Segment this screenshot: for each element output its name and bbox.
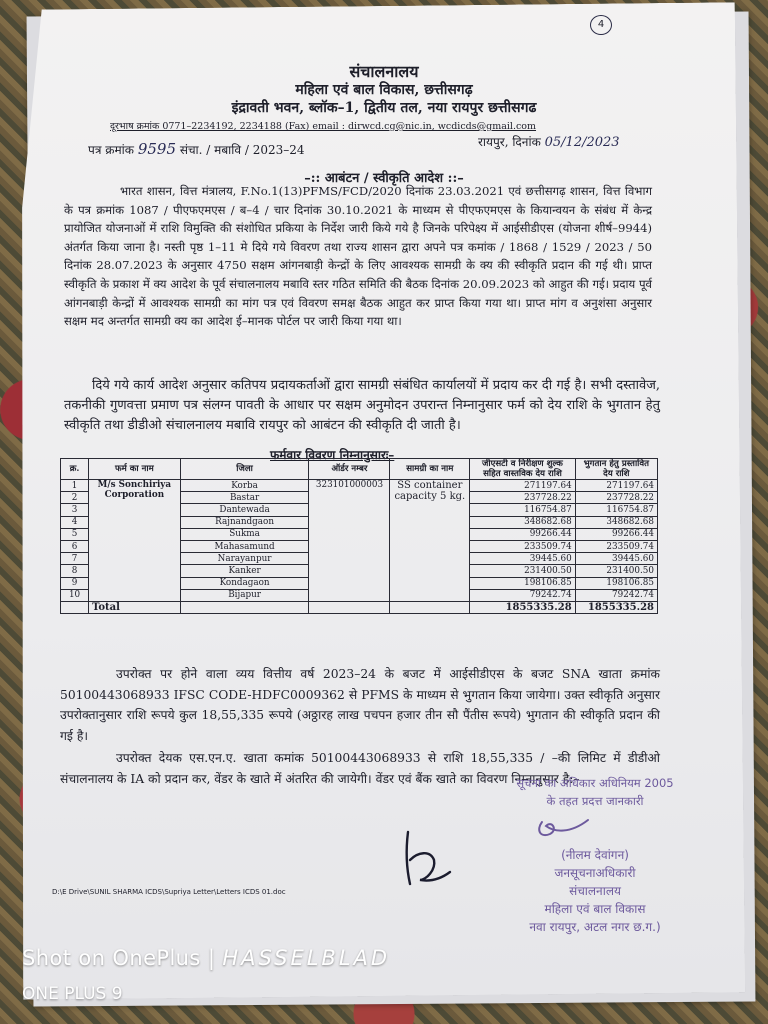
cell-empty <box>309 601 390 613</box>
cell-sno: 8 <box>61 565 89 577</box>
cell-sno: 7 <box>61 553 89 565</box>
cell-gst: 198106.85 <box>470 577 575 589</box>
body-paragraph-1: भारत शासन, वित्त मंत्रालय, F.No.1(13)PFMS/FCD/2020 दिनांक 23.03.2021 एवं छत्तीसगढ़ शासन, वित्त विभाग के पत्र क्रमांक 1087 / पीएफएमएस / ब–4 / चार दिनांक 30.10.2021 के माध्यम से पीएफएमएस के कियान्वयन के संबंध में केन्द्र प्रायोजित योजनाओं में राशि विमुक्ति की संशोधित प्रकिया के निर्देश जारी किये गये है जिनके परिपेक्ष्य में आईसीडीएस (योजना शीर्ष–9944) अंतर्गत किया जाना है। नस्ती पृष्ठ 1–11 मे दिये गये विवरण तथा राज्य शासन द्वारा अपने पत्र कमांक / 1868 / 1529 / 2023 / 50 दिनांक 28.07.2023 के अनुसार 4750 सक्षम आंगनबाड़ी केन्द्रों के लिए आवश्यक सामग्री के क्य की स्वीकृति प्रदान की गई थी। प्राप्त स्वीकृति के प्रकाश में क्य आदेश के पूर्व संचालनालय मबावि स्तर गठित समिति की बैठक दिनांक 20.09.2023 को आहुत की गई। प्रदाय पूर्व आंगनबाड़ी केन्द्रों में आवश्यक सामग्री का मांग पत्र एवं विवरण समक्ष बैठक आहुत कर प्राप्त किया गया था। प्राप्त मांग व अनुशंसा अनुसार सक्षम मद अन्तर्गत सामग्री क्य का आदेश ई–मानक पोर्टल पर जारी किया गया था। <box>64 184 652 329</box>
cell-payment: 231400.50 <box>575 565 657 577</box>
officer-department: महिला एवं बाल विकास <box>544 902 646 916</box>
cell-sno: 9 <box>61 577 89 589</box>
cell-payment: 79242.74 <box>575 589 657 601</box>
camera-watermark <box>22 946 390 970</box>
cell-gst: 39445.60 <box>470 553 575 565</box>
watermark-separator: | <box>207 946 216 970</box>
cell-payment: 116754.87 <box>575 504 657 516</box>
table-row <box>61 480 658 492</box>
transfer-paragraph: उपरोक्त देयक एस.एन.ए. खाता कमांक 50100443068933 से राशि 18,55,335 / –की लिमिट में डीडीओ संचालनालय के IA को प्रदान कर, वेंडर के खाते में अंतरित की जायेगी। वेंडर एवं बैंक खाते का विवरण निम्नानुसार है:– <box>60 751 660 786</box>
cell-district: Dantewada <box>180 504 309 516</box>
page-number-circle: 4 <box>590 15 612 35</box>
officer-name: (नीलम देवांगन) <box>561 848 629 862</box>
cell-district: Narayanpur <box>180 553 309 565</box>
col-gst-amount: जीएसटी व निरीक्षण शुल्क सहित वास्तविक देय राशि <box>470 459 575 480</box>
cell-gst: 348682.68 <box>470 516 575 528</box>
cell-gst: 271197.64 <box>470 480 575 492</box>
budget-paragraph: उपरोक्त पर होने वाला व्यय वित्तीय वर्ष 2023–24 के बजट में आईसीडीएस के बजट SNA खाता क्रमांक 50100443068933 IFSC CODE-HDFC0009362 से PFMS के माध्यम से भुगतान किया जायेगा। उक्त स्वीकृति अनुसार उपरोक्तानुसार राशि रूपये कुल 18,55,335 रूपये (अठ्ठारह लाख पचपन हजार तीन सौ पैंतीस रूपये) भुगतान की स्वीकृति प्रदान की गई है। <box>60 667 660 743</box>
cell-gst: 233509.74 <box>470 540 575 552</box>
cell-district: Kanker <box>180 565 309 577</box>
rti-stamp-line1: सूचना का अधिकार अधिनियम 2005 <box>516 776 674 790</box>
letter-date: 05/12/2023 <box>544 135 620 150</box>
cell-total-payment: 1855335.28 <box>575 601 657 613</box>
cell-gst: 237728.22 <box>470 492 575 504</box>
cell-order-no: 323101000003 <box>309 480 390 602</box>
cell-payment: 237728.22 <box>575 492 657 504</box>
cell-sno: 2 <box>61 492 89 504</box>
cell-empty <box>390 601 470 613</box>
subject-heading: –:: आबंटन / स्वीकृति आदेश ::– <box>304 171 464 186</box>
cell-total-gst: 1855335.28 <box>470 601 575 613</box>
cell-empty <box>61 601 89 613</box>
cell-district: Kondagaon <box>180 577 309 589</box>
rti-stamp-line2: के तहत प्रदत्त जानकारी <box>546 794 644 808</box>
firm-payment-table <box>60 458 658 614</box>
col-firm: फर्म का नाम <box>89 459 181 480</box>
header-department: महिला एवं बाल विकास, छत्तीसगढ़ <box>295 82 473 98</box>
cell-payment: 198106.85 <box>575 577 657 589</box>
officer-office: संचालनालय <box>569 884 621 898</box>
cell-payment: 233509.74 <box>575 540 657 552</box>
cell-sno: 10 <box>61 589 89 601</box>
cell-gst: 116754.87 <box>470 504 575 516</box>
col-district: जिला <box>180 459 309 480</box>
officer-place: नवा रायपुर, अटल नगर छ.ग.) <box>529 920 661 934</box>
handwritten-signature <box>400 826 460 890</box>
cell-sno: 1 <box>61 480 89 492</box>
col-item: सामग्री का नाम <box>390 459 470 480</box>
cell-district: Sukma <box>180 528 309 540</box>
header-contact: दूरभाष क्रमांक 0771–2234192, 2234188 (Fax) email : dirwcd.cg@nic.in, wcdicds@gmail.com <box>110 121 537 132</box>
col-sno: क्र. <box>61 459 89 480</box>
letter-date-line <box>478 133 620 150</box>
col-payment-amount: भुगतान हेतु प्रस्तावित देय राशि <box>575 459 657 480</box>
cell-sno: 5 <box>61 528 89 540</box>
cell-total-label: Total <box>89 601 181 613</box>
body-paragraph-2: दिये गये कार्य आदेश अनुसार कतिपय प्रदायकर्ताओं द्वारा सामग्री संबंधित कार्यालयों में प्रदाय कर दी गई है। सभी दस्तावेज, तकनीकी गुणवत्ता प्रमाण पत्र संलग्न पावती के आधार पर सक्षम अनुमोदन उपरान्त निम्नानुसार फर्म को देय राशि के भुगतान हेतु स्वीकृति तथा डीडीओ संचालनालय मबावि रायपुर को आबंटन की स्वीकृति दी जाती है। <box>64 378 660 433</box>
watermark-shot-on: Shot on OnePlus <box>22 946 201 970</box>
cell-item: SS container capacity 5 kg. <box>390 480 470 602</box>
cell-payment: 39445.60 <box>575 553 657 565</box>
file-path-footer: D:\E Drive\SUNIL SHARMA ICDS\Supriya Letter\Letters ICDS 01.doc <box>52 888 286 896</box>
camera-model-watermark: ONE PLUS 9 <box>22 984 123 1004</box>
letter-prefix: पत्र क्रमांक <box>88 143 134 157</box>
cell-payment: 99266.44 <box>575 528 657 540</box>
cell-sno: 6 <box>61 540 89 552</box>
officer-designation: जनसूचनाअधिकारी <box>554 866 636 880</box>
header-directorate: संचालनालय <box>349 62 419 81</box>
cell-district: Bijapur <box>180 589 309 601</box>
table-title: फर्मवार विवरण निम्नानुसारः– <box>270 448 395 462</box>
col-order-no: ऑर्डर नम्बर <box>309 459 390 480</box>
cell-district: Mahasamund <box>180 540 309 552</box>
cell-district: Rajnandgaon <box>180 516 309 528</box>
cell-empty <box>180 601 309 613</box>
cell-sno: 4 <box>61 516 89 528</box>
letter-number-handwritten: 9595 <box>137 140 176 158</box>
cell-payment: 271197.64 <box>575 480 657 492</box>
cell-sno: 3 <box>61 504 89 516</box>
cell-gst: 99266.44 <box>470 528 575 540</box>
watermark-brand: HASSELBLAD <box>222 946 391 970</box>
place-date-prefix: रायपुर, दिनांक <box>478 135 541 149</box>
table-total-row <box>61 601 658 613</box>
officer-initials-signature <box>530 812 600 844</box>
letter-suffix: संचा. / मबावि / 2023–24 <box>179 143 305 157</box>
header-address: इंद्रावती भवन, ब्लॉक–1, द्वितीय तल, नया रायपुर छत्तीसगढ <box>231 100 537 116</box>
cell-gst: 79242.74 <box>470 589 575 601</box>
cell-district: Korba <box>180 480 309 492</box>
cell-payment: 348682.68 <box>575 516 657 528</box>
letter-number-line <box>88 140 305 158</box>
cell-firm: M/s Sonchiriya Corporation <box>89 480 181 602</box>
cell-gst: 231400.50 <box>470 565 575 577</box>
cell-district: Bastar <box>180 492 309 504</box>
